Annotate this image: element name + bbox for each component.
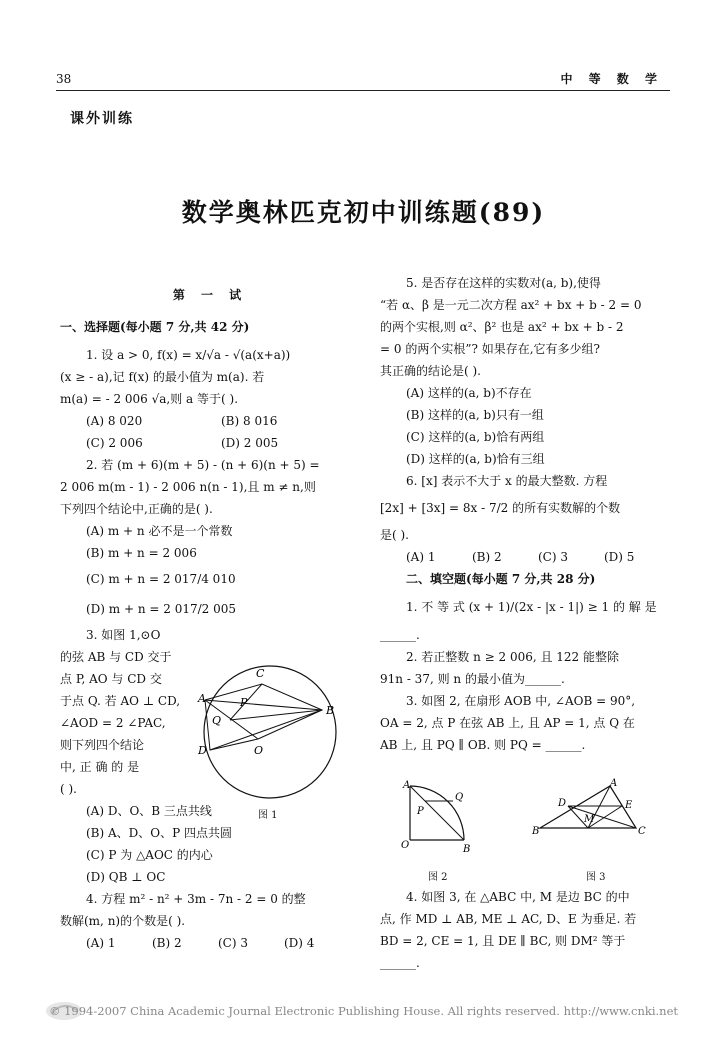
q3-option-c: (C) P 为 △AOC 的内心 bbox=[86, 848, 213, 862]
f4-line3: BD = 2, CE = 1, 且 DE ∥ BC, 则 DM² 等于 bbox=[380, 934, 626, 948]
q5-line2: “若 α、β 是一元二次方程 ax² + bx + b - 2 = 0 bbox=[380, 298, 642, 312]
q1-option-d: (D) 2 005 bbox=[221, 436, 279, 450]
q2-option-b: (B) m + n = 2 006 bbox=[86, 546, 197, 560]
f1-line2: ______. bbox=[380, 628, 420, 642]
q1-line1: 1. 设 a > 0, f(x) = x/√a - √(a(x+a)) bbox=[86, 348, 291, 362]
q6-line3: 是( ). bbox=[380, 528, 409, 542]
fig1-label-b: B bbox=[326, 704, 335, 717]
fig2-label-a: A bbox=[403, 780, 411, 791]
q5-line1: 5. 是否存在这样的实数对(a, b),使得 bbox=[406, 276, 601, 290]
fig1-label-p: P bbox=[240, 696, 248, 709]
figure-3-triangle-diagram bbox=[530, 778, 650, 838]
q6-line2: [2x] + [3x] = 8x - 7/2 的所有实数解的个数 bbox=[380, 501, 621, 515]
q6-option-b: (B) 2 bbox=[472, 550, 502, 564]
f1-line1: 1. 不 等 式 (x + 1)/(2x - |x - 1|) ≥ 1 的 解 是 bbox=[406, 600, 657, 614]
q4-option-a: (A) 1 bbox=[86, 936, 116, 950]
fig2-label-q: Q bbox=[455, 792, 464, 803]
q1-option-b: (B) 8 016 bbox=[221, 414, 278, 428]
q2-line3: 下列四个结论中,正确的是( ). bbox=[60, 502, 213, 516]
q3-option-d: (D) QB ⊥ OC bbox=[86, 870, 166, 884]
fig1-label-q: Q bbox=[212, 714, 222, 727]
fig3-label-a: A bbox=[610, 778, 618, 789]
f2-line1: 2. 若正整数 n ≥ 2 006, 且 122 能整除 bbox=[406, 650, 620, 664]
q4-line2: 数解(m, n)的个数是( ). bbox=[60, 914, 186, 928]
section-label: 课外训练 bbox=[70, 111, 134, 127]
journal-title: 中 等 数 学 bbox=[560, 72, 663, 86]
q4-option-b: (B) 2 bbox=[152, 936, 182, 950]
copyright-footer: © 1994-2007 China Academic Journal Electronic Publishing House. All rights reserved. http://www.cnki.net bbox=[48, 1004, 679, 1018]
q4-line1: 4. 方程 m² - n² + 3m - 7n - 2 = 0 的整 bbox=[86, 892, 306, 906]
fig3-label-e: E bbox=[625, 800, 633, 811]
q2-option-d: (D) m + n = 2 017/2 005 bbox=[86, 602, 237, 616]
figure-2-caption: 图 2 bbox=[428, 872, 448, 883]
q2-line2: 2 006 m(m - 1) - 2 006 n(n - 1),且 m ≠ n,则 bbox=[60, 480, 316, 494]
f2-line2: 91n - 37, 则 n 的最小值为______. bbox=[380, 672, 565, 686]
q3-line2: 的弦 AB 与 CD 交于 bbox=[60, 650, 172, 664]
q4-option-d: (D) 4 bbox=[284, 936, 315, 950]
q5-line5: 其正确的结论是( ). bbox=[380, 364, 481, 378]
q1-option-c: (C) 2 006 bbox=[86, 436, 143, 450]
part1-heading: 一、选择题(每小题 7 分,共 42 分) bbox=[60, 320, 250, 334]
header-rule bbox=[56, 90, 670, 91]
q3-line8: ( ). bbox=[60, 782, 77, 796]
q6-option-c: (C) 3 bbox=[538, 550, 568, 564]
fig3-label-b: B bbox=[532, 826, 540, 837]
left-column bbox=[60, 284, 360, 954]
q3-line1: 3. 如图 1,⊙O bbox=[86, 628, 161, 642]
fig2-label-p: P bbox=[417, 806, 424, 817]
f3-line1: 3. 如图 2, 在扇形 AOB 中, ∠AOB = 90°, bbox=[406, 694, 636, 708]
q6-options bbox=[380, 546, 680, 568]
fig1-label-a: A bbox=[198, 692, 206, 705]
q5-line3: 的两个实根,则 α²、β² 也是 ax² + bx + b - 2 bbox=[380, 320, 624, 334]
q2-line1: 2. 若 (m + 6)(m + 5) - (n + 6)(n + 5) = bbox=[86, 458, 320, 472]
q2-option-c: (C) m + n = 2 017/4 010 bbox=[86, 572, 236, 586]
figure-2-sector-diagram bbox=[395, 778, 495, 858]
q5-option-d: (D) 这样的(a, b)恰有三组 bbox=[406, 452, 545, 466]
q3-line3: 点 P, AO 与 CD 交 bbox=[60, 672, 162, 686]
q3-option-a: (A) D、O、B 三点共线 bbox=[86, 804, 212, 818]
figure-1-caption: 图 1 bbox=[258, 810, 278, 821]
f4-line1: 4. 如图 3, 在 △ABC 中, M 是边 BC 的中 bbox=[406, 890, 630, 904]
fig1-label-o: O bbox=[254, 744, 264, 757]
fig1-label-d: D bbox=[198, 744, 207, 757]
fig2-label-o: O bbox=[401, 840, 410, 851]
figure-1-circle-diagram bbox=[190, 662, 360, 812]
q3-line5: ∠AOD = 2 ∠PAC, bbox=[60, 716, 166, 730]
article-title: 数学奥林匹克初中训练题(89) bbox=[181, 198, 546, 227]
q3-line6: 则下列四个结论 bbox=[60, 738, 145, 752]
fig3-label-m: M bbox=[584, 814, 595, 825]
q1-line3: m(a) = - 2 006 √a,则 a 等于( ). bbox=[60, 392, 239, 406]
fig1-label-c: C bbox=[256, 667, 265, 680]
right-column bbox=[380, 272, 680, 756]
fig2-label-b: B bbox=[463, 844, 471, 855]
f4-line4: ______. bbox=[380, 956, 420, 970]
q3-line7: 中, 正 确 的 是 bbox=[60, 760, 140, 774]
f3-line3: AB 上, 且 PQ ∥ OB. 则 PQ = ______. bbox=[380, 738, 586, 752]
q5-option-b: (B) 这样的(a, b)只有一组 bbox=[406, 408, 544, 422]
right-column-lower bbox=[380, 886, 680, 974]
q5-line4: = 0 的两个实根”? 如果存在,它有多少组? bbox=[380, 342, 600, 356]
q1-option-a: (A) 8 020 bbox=[86, 414, 143, 428]
q1-line2: (x ≥ - a),记 f(x) 的最小值为 m(a). 若 bbox=[60, 370, 265, 384]
figure-3-caption: 图 3 bbox=[586, 872, 606, 883]
q4-options bbox=[60, 932, 360, 954]
test-label: 第 一 试 bbox=[172, 288, 248, 302]
q5-option-c: (C) 这样的(a, b)恰有两组 bbox=[406, 430, 545, 444]
q6-line1: 6. [x] 表示不大于 x 的最大整数. 方程 bbox=[406, 474, 608, 488]
q3-line4: 于点 Q. 若 AO ⊥ CD, bbox=[60, 694, 181, 708]
q6-option-d: (D) 5 bbox=[604, 550, 635, 564]
page-number: 38 bbox=[56, 72, 72, 86]
q3-option-b: (B) A、D、O、P 四点共圆 bbox=[86, 826, 233, 840]
f4-line2: 点, 作 MD ⊥ AB, ME ⊥ AC, D、E 为垂足. 若 bbox=[380, 912, 637, 926]
f3-line2: OA = 2, 点 P 在弦 AB 上, 且 AP = 1, 点 Q 在 bbox=[380, 716, 635, 730]
fig3-label-d: D bbox=[558, 798, 567, 809]
part2-heading: 二、填空题(每小题 7 分,共 28 分) bbox=[406, 572, 596, 586]
q4-option-c: (C) 3 bbox=[218, 936, 248, 950]
fig3-label-c: C bbox=[638, 826, 646, 837]
q1-options-row2 bbox=[60, 432, 360, 454]
q2-option-a: (A) m + n 必不是一个常数 bbox=[86, 524, 233, 538]
q1-options-row1 bbox=[60, 410, 360, 432]
q5-option-a: (A) 这样的(a, b)不存在 bbox=[406, 386, 532, 400]
q6-option-a: (A) 1 bbox=[406, 550, 436, 564]
